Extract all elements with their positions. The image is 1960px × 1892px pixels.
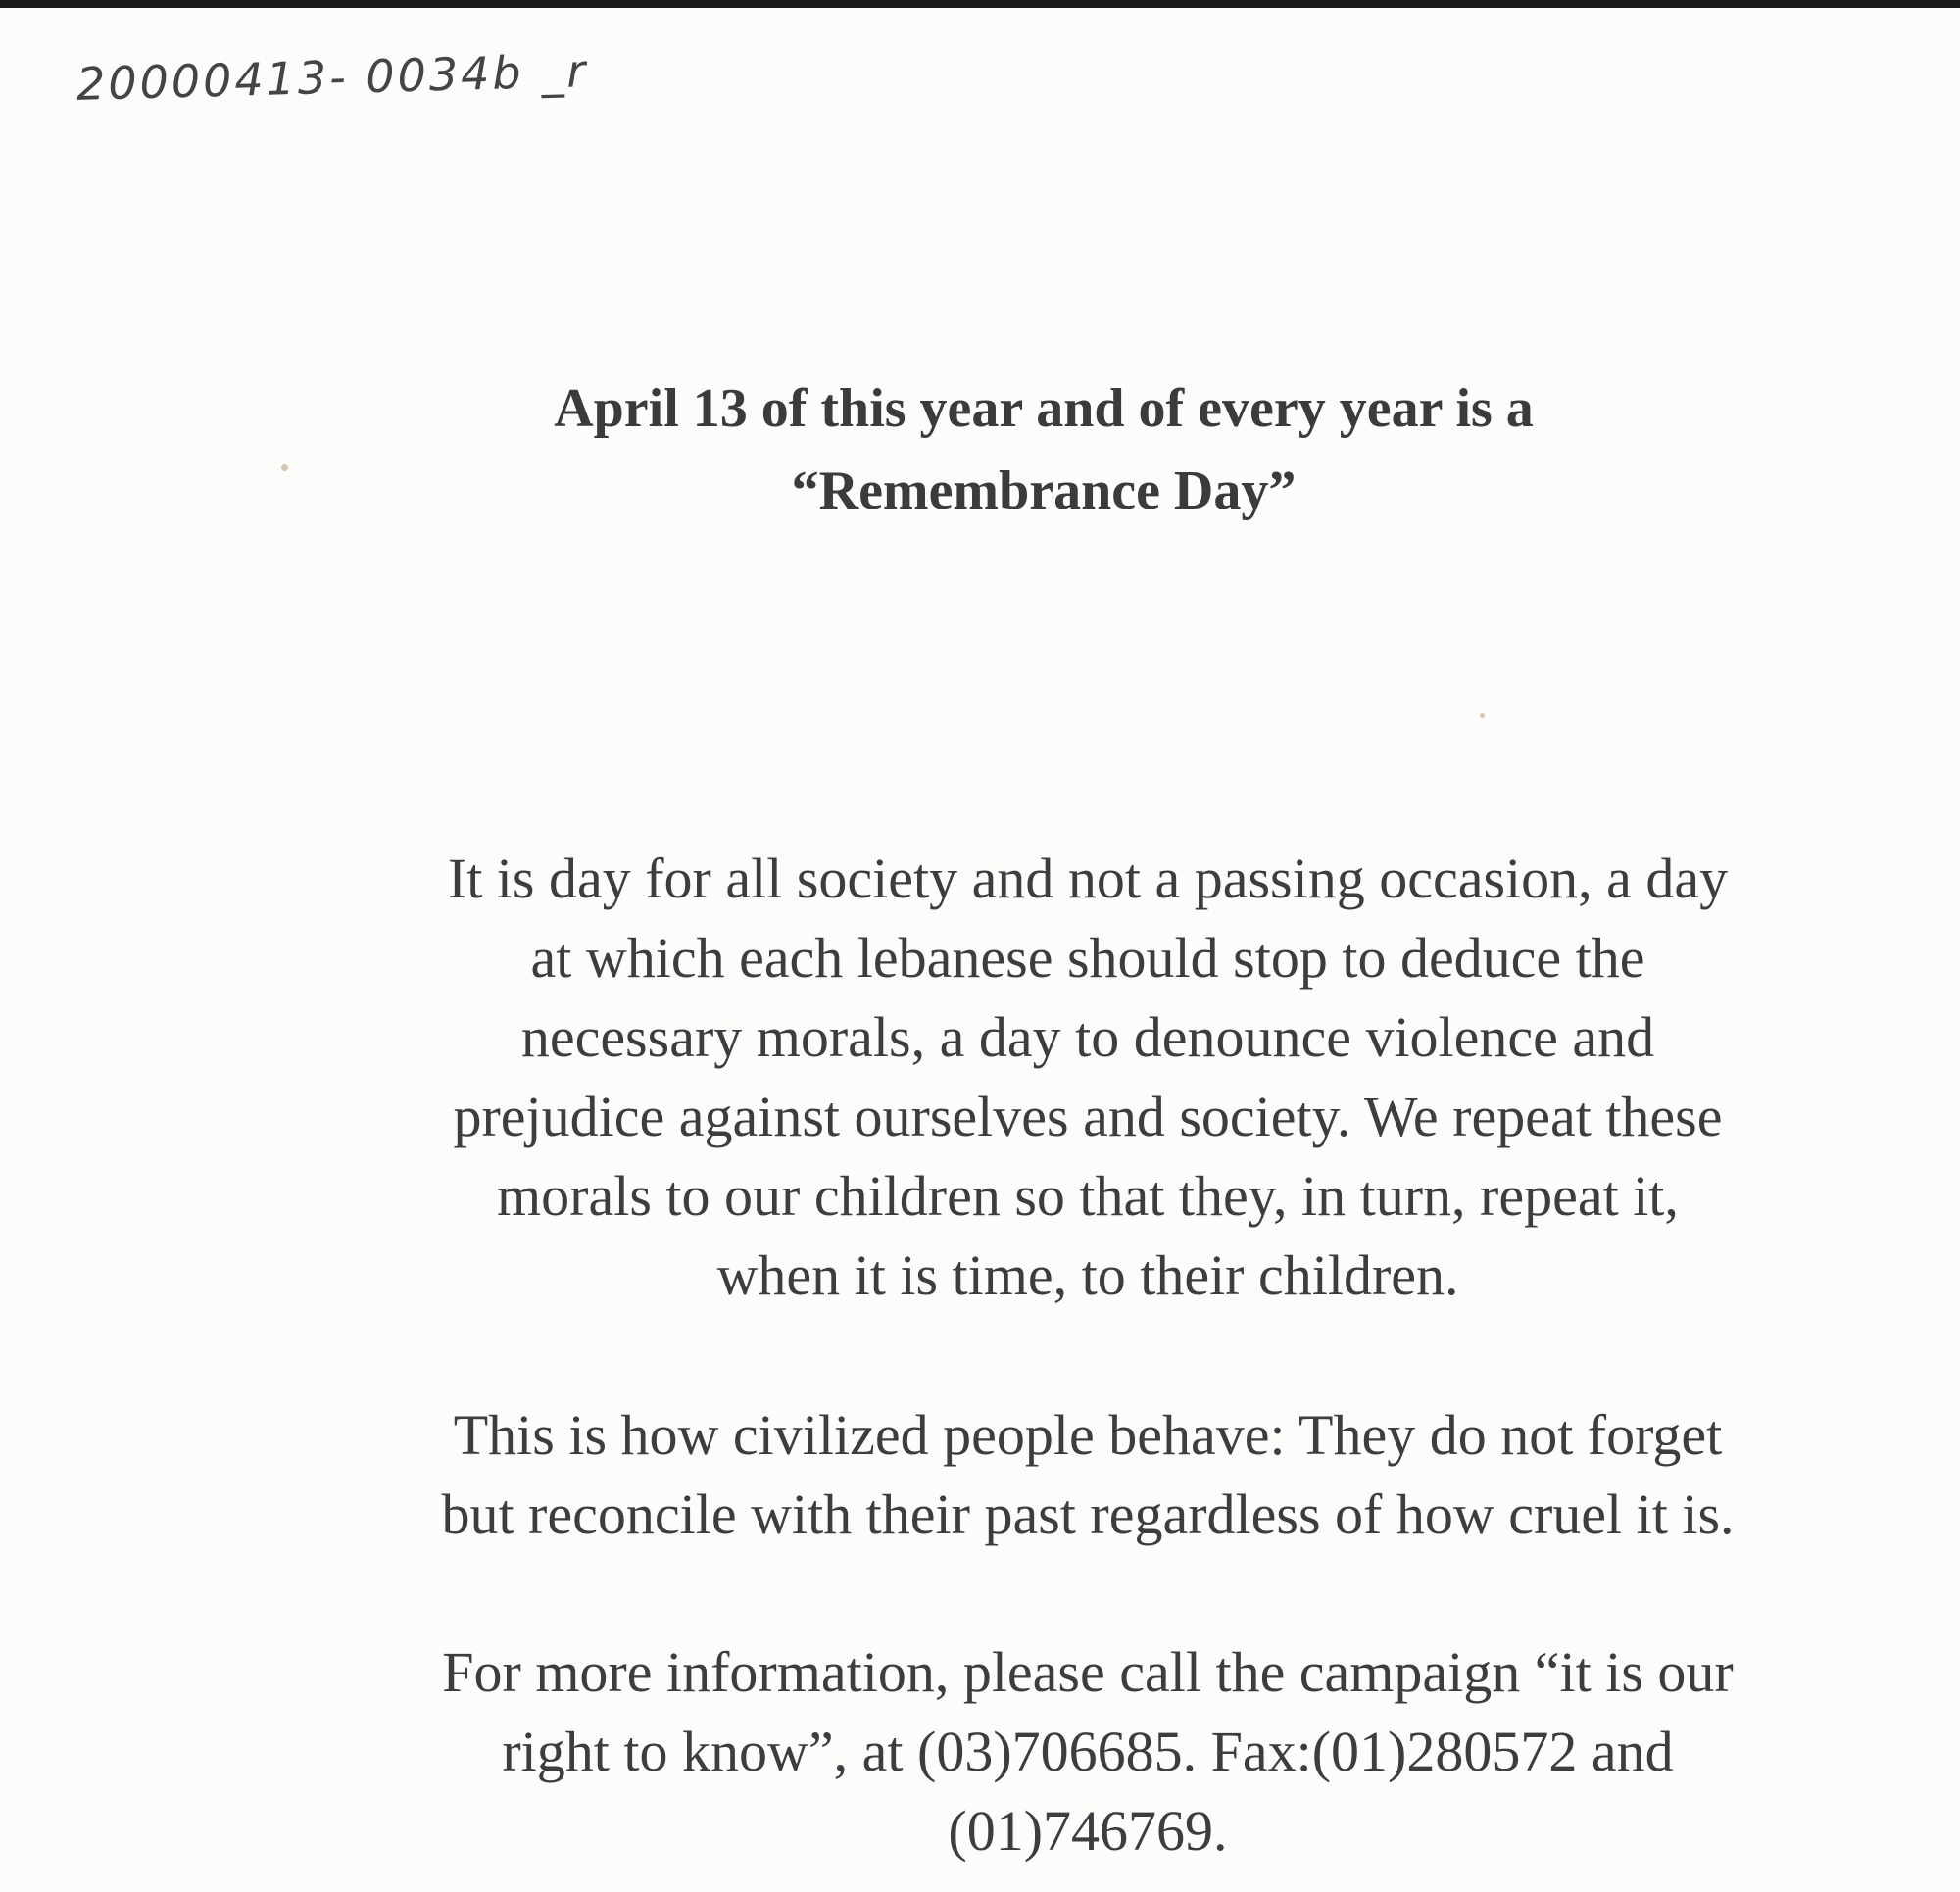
paragraph-line: For more information, please call the campaign “it is our: [442, 1640, 1734, 1704]
paragraph-line: right to know”, at (03)706685. Fax:(01)280572 and: [502, 1720, 1674, 1783]
paragraph-remembrance-meaning: [284, 839, 1891, 1315]
paper-speck: [1480, 713, 1485, 718]
paragraph-civilized-people: [284, 1395, 1891, 1554]
paper-speck: [281, 464, 288, 471]
headline: [353, 367, 1735, 532]
handwritten-reference-number: 20000413- 0034b _r: [75, 44, 589, 111]
paragraph-contact-info: [284, 1632, 1891, 1870]
paragraph-line: at which each lebanese should stop to deduce the: [530, 926, 1645, 990]
paragraph-line: This is how civilized people behave: They do not forget: [453, 1403, 1723, 1467]
paragraph-line: but reconcile with their past regardless of how cruel it is.: [441, 1482, 1735, 1546]
paragraph-line: necessary morals, a day to denounce violence and: [520, 1005, 1655, 1069]
paragraph-line: (01)746769.: [948, 1799, 1228, 1863]
paragraph-line: It is day for all society and not a passing occasion, a day: [447, 847, 1729, 910]
scan-top-edge: [0, 0, 1960, 8]
paragraph-line: morals to our children so that they, in turn, repeat it,: [497, 1164, 1679, 1228]
paragraph-line: when it is time, to their children.: [716, 1243, 1459, 1307]
headline-line: “Remembrance Day”: [791, 461, 1297, 521]
headline-line: April 13 of this year and of every year is a: [554, 378, 1534, 439]
paragraph-line: prejudice against ourselves and society. We repeat these: [453, 1085, 1723, 1148]
